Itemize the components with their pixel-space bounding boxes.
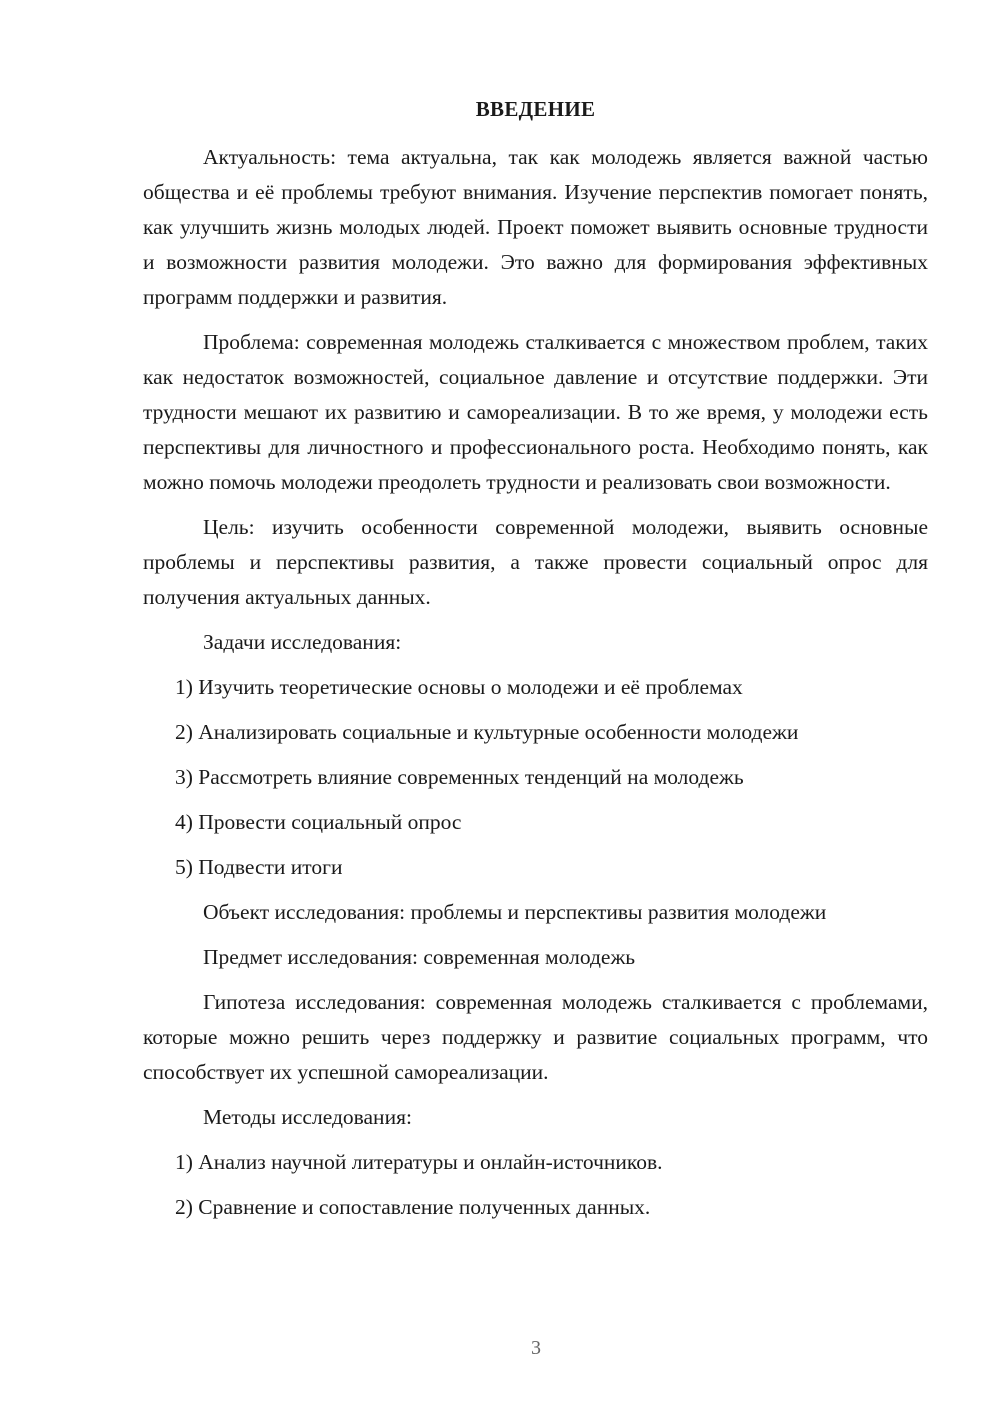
list-item: 3) Рассмотреть влияние современных тенденций на молодежь xyxy=(175,765,744,789)
list-item: 2) Анализировать социальные и культурные особенности молодежи xyxy=(175,720,799,744)
list-item: 1) Изучить теоретические основы о молодежи и её проблемах xyxy=(175,675,743,699)
methods-list xyxy=(143,1145,928,1225)
list-item: 5) Подвести итоги xyxy=(175,855,343,879)
list-item: 2) Сравнение и сопоставление полученных данных. xyxy=(175,1195,651,1219)
tasks-list xyxy=(143,670,928,885)
list-item: 4) Провести социальный опрос xyxy=(175,810,462,834)
goal-paragraph: Цель: изучить особенности современной молодежи, выявить основные проблемы и перспективы развития, а также провести социальный опрос для получения актуальных данных. xyxy=(143,515,928,609)
problem-paragraph: Проблема: современная молодежь сталкивается с множеством проблем, таких как недостаток возможностей, социальное давление и отсутствие поддержки. Эти трудности мешают их развитию и самореализации. В то же время, у молодежи есть перспективы для личностного и профессионального роста. Необходимо понять, как можно помочь молодежи преодолеть трудности и реализовать свои возможности. xyxy=(143,330,928,494)
relevance-paragraph: Актуальность: тема актуальна, так как молодежь является важной частью общества и её проблемы требуют внимания. Изучение перспектив помогает понять, как улучшить жизнь молодых людей. Проект поможет выявить основные трудности и возможности развития молодежи. Это важно для формирования эффективных программ поддержки и развития. xyxy=(143,145,928,309)
hypothesis-paragraph: Гипотеза исследования: современная молодежь сталкивается с проблемами, которые можно решить через поддержку и развитие социальных программ, что способствует их успешной самореализации. xyxy=(143,990,928,1084)
tasks-heading: Задачи исследования: xyxy=(203,630,402,654)
page-number: 3 xyxy=(531,1337,541,1359)
research-subject: Предмет исследования: современная молодежь xyxy=(203,945,636,969)
page-content xyxy=(143,95,928,1235)
list-item: 1) Анализ научной литературы и онлайн-источников. xyxy=(175,1150,663,1174)
section-title: ВВЕДЕНИЕ xyxy=(475,97,596,121)
methods-heading: Методы исследования: xyxy=(203,1105,412,1129)
research-object: Объект исследования: проблемы и перспективы развития молодежи xyxy=(203,900,827,924)
